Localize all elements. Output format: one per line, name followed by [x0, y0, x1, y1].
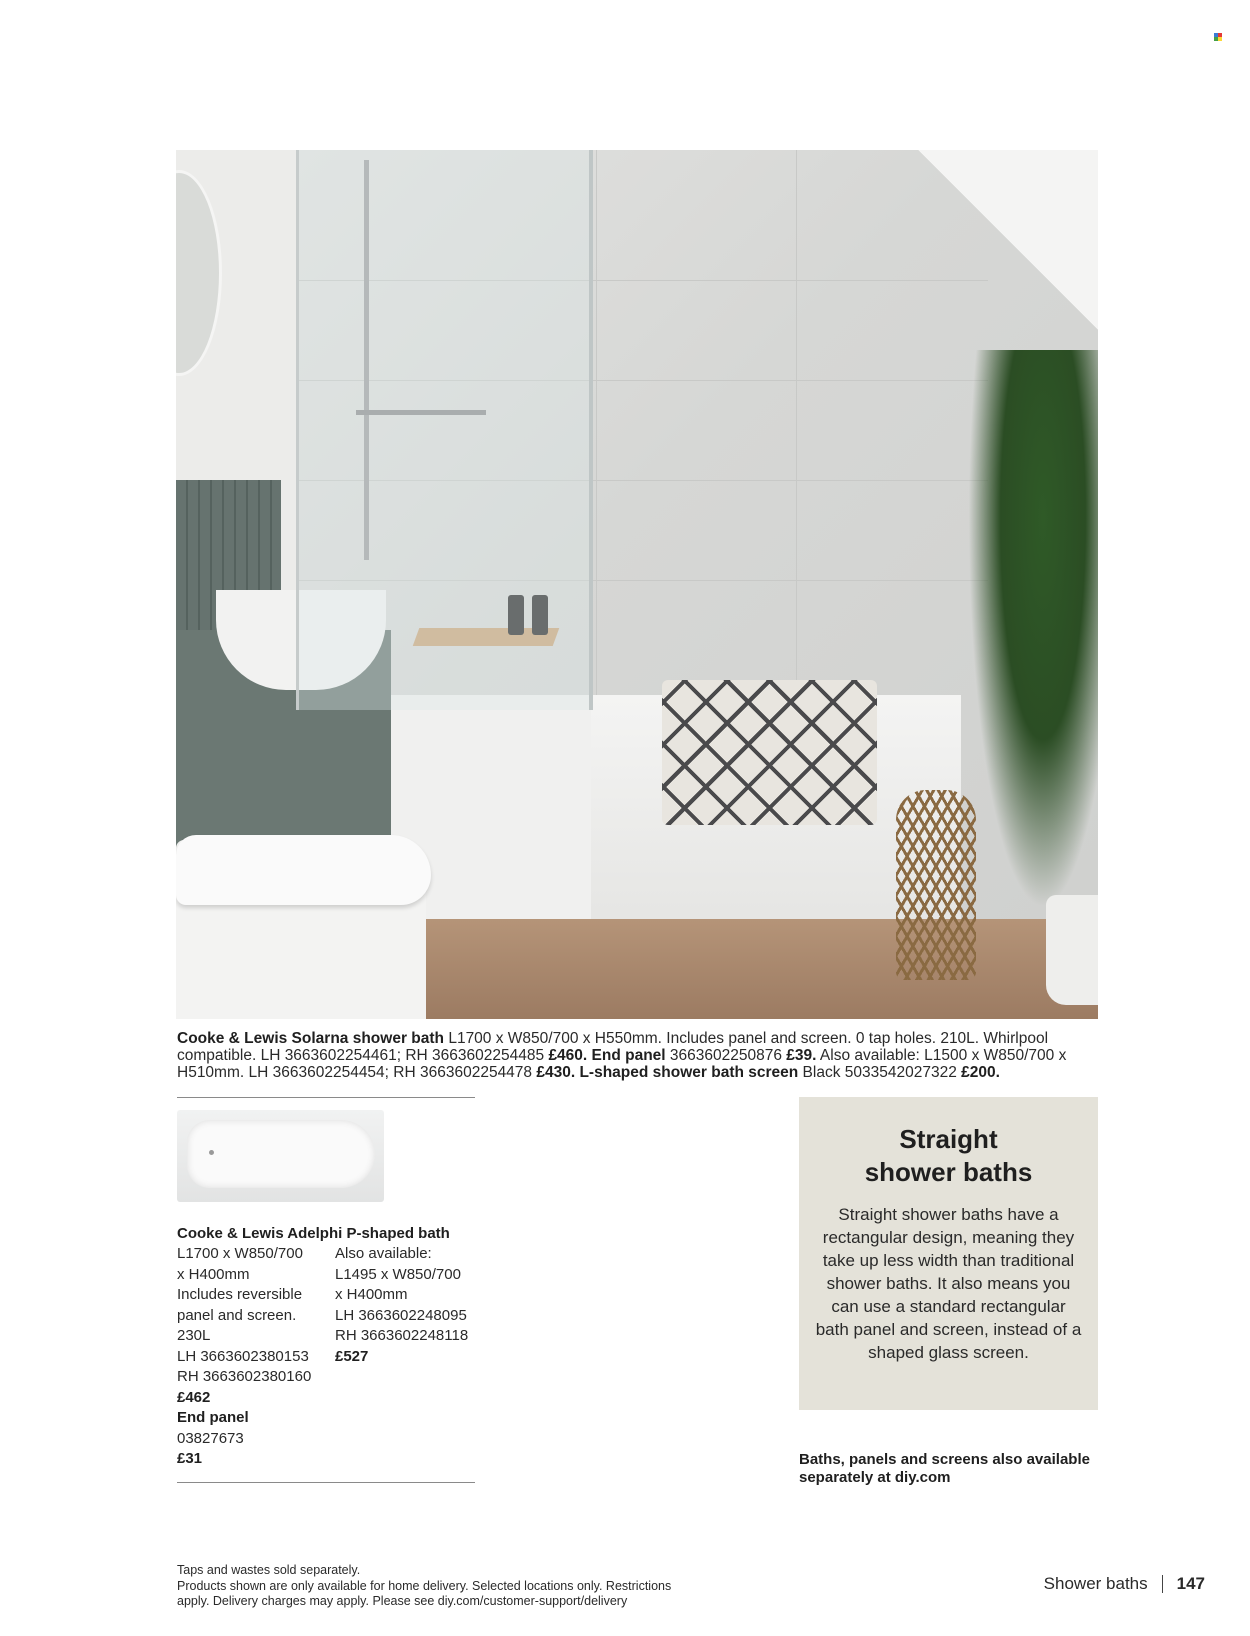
footer-line: apply. Delivery charges may apply. Please see diy.com/customer-support/delivery — [177, 1594, 628, 1608]
includes-text: Includes reversible — [177, 1286, 303, 1303]
dimensions: x H400mm — [177, 1265, 250, 1283]
dimensions: x H400mm — [335, 1286, 408, 1303]
photo-caption: Cooke & Lewis Solarna shower bath L1700 x W850/700 x H550mm. Includes panel and screen. 0 tap holes. 210L. Whirlpool compatible. LH 3663602254461; RH 3663602254485 £460. End panel 3663602250876 £39. Also available: L1500 x W850/700 x H510mm. LH 3663602254454; RH 3663602254478 £430. L-shaped shower bath screen Black 5033542027322 £200. — [177, 1030, 1067, 1081]
bathroom-photo — [176, 150, 1098, 1019]
footer-notes — [177, 1563, 671, 1610]
separator — [1162, 1575, 1163, 1593]
caption-price: £39. — [786, 1047, 817, 1064]
footer-line: Products shown are only available for home delivery. Selected locations only. Restrictions — [177, 1578, 672, 1593]
dimensions: L1495 x W850/700 — [335, 1265, 461, 1283]
availability-note: Baths, panels and screens also available separately at diy.com — [799, 1451, 1090, 1486]
footer-line: Taps and wastes sold separately. — [177, 1563, 361, 1577]
product-code: 03827673 — [177, 1429, 244, 1447]
capacity: 230L — [177, 1327, 211, 1344]
dimensions: L1700 x W850/700 — [177, 1245, 303, 1262]
caption-product-name: Cooke & Lewis Solarna shower bath — [177, 1030, 445, 1047]
includes-text: panel and screen. — [177, 1306, 297, 1324]
divider — [177, 1097, 475, 1098]
product-details-alternative — [335, 1244, 468, 1367]
info-box — [799, 1097, 1098, 1410]
caption-price: £430. — [536, 1064, 576, 1081]
divider — [177, 1482, 475, 1483]
print-registration-mark — [1214, 33, 1222, 41]
caption-price: £460. — [548, 1047, 588, 1064]
also-available-label: Also available: — [335, 1245, 432, 1262]
page-number: 147 — [1176, 1574, 1205, 1593]
price: £462 — [177, 1388, 211, 1406]
product-title: Cooke & Lewis Adelphi P-shaped bath — [177, 1225, 450, 1242]
page-folio — [1044, 1574, 1205, 1594]
product-code: LH 3663602380153 — [177, 1347, 309, 1365]
caption-price: £200. — [961, 1064, 1000, 1081]
product-code: LH 3663602248095 — [335, 1306, 467, 1324]
product-code: RH 3663602248118 — [335, 1327, 469, 1344]
product-details-main — [177, 1244, 311, 1470]
price: £527 — [335, 1347, 369, 1365]
p-shaped-bath-image — [177, 1110, 384, 1202]
section-name: Shower baths — [1043, 1574, 1148, 1593]
end-panel-label: End panel — [177, 1409, 249, 1426]
info-box-body: Straight shower baths have a rectangular design, meaning they take up less width than traditional shower baths. It also means you can use a standard rectangular bath panel and screen, instead of a shaped glass screen. — [815, 1205, 1082, 1362]
product-code: RH 3663602380160 — [177, 1368, 312, 1385]
info-box-title: Straight shower baths — [864, 1124, 1033, 1187]
price: £31 — [177, 1450, 203, 1467]
